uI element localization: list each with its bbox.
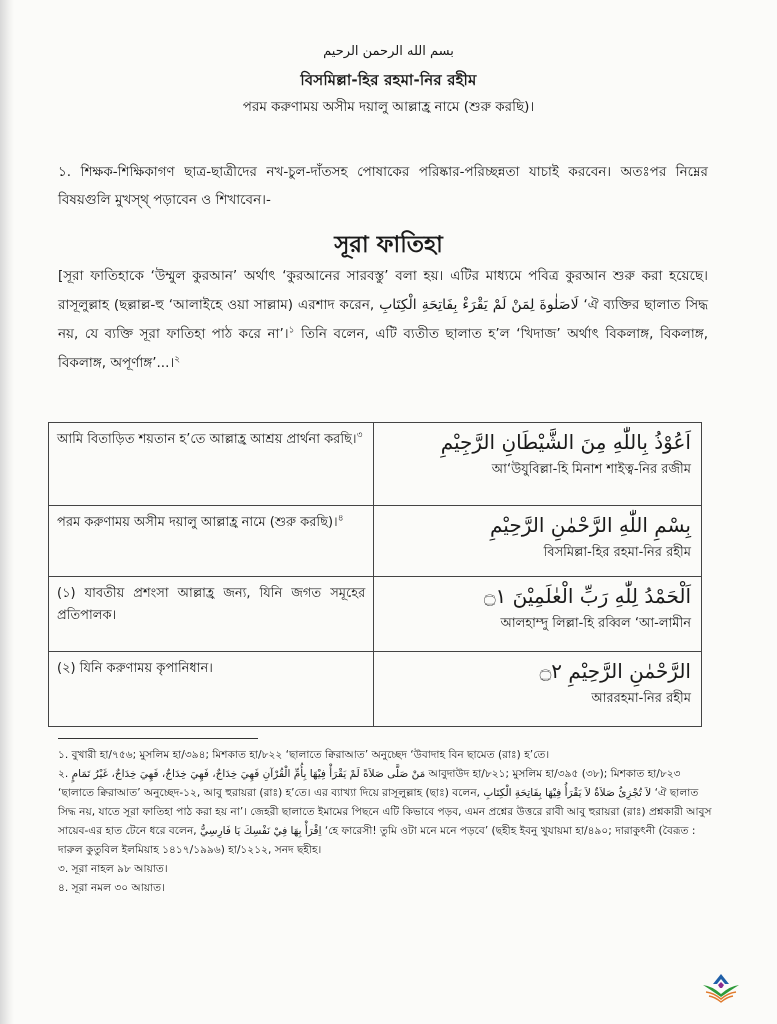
- verse-arabic: بِسْمِ اللّٰهِ الرَّحْمٰنِ الرَّحِيْمِ: [489, 513, 691, 537]
- bismillah-bangla: বিসমিল্লা-হির রহমা-নির রহীম: [300, 71, 477, 89]
- bismillah-arabic: بسم الله الرحمن الرحيم: [323, 44, 454, 59]
- verse-arabic-cell: [374, 652, 702, 727]
- verse-meaning-cell: [49, 423, 374, 506]
- verse-arabic: اَلْحَمْدُ لِلّٰهِ رَبِّ الْعٰلَمِيْنَ ۝١: [483, 584, 691, 608]
- footnote-2-text-3: ‘হে ফারেসী! তুমি ওটা মনে মনে পড়বে’ (ছহীহ ইবনু খুযায়মা হা/৪৯০; দারাকুৎনী (বৈরূত : দারুল কুতুবিল ইলমিয়াহ ১৪১৭/১৯৯৬) হা/১২১২, সনদ ছহীহ।: [58, 825, 696, 856]
- footnote-ref-4[interactable]: ৪: [337, 513, 344, 524]
- verse-arabic: اَعُوْذُ بِاللّٰهِ مِنَ الشَّيْطَانِ الرَّجِيْمِ: [440, 430, 691, 454]
- verse-row: [49, 506, 702, 577]
- footnote-ref-3[interactable]: ৩: [356, 430, 363, 441]
- footnote-2-arabic-3: اِقْرَأْ بِهَا فِيْ نَفْسِكَ يَا فَارِسِيُّ: [200, 825, 322, 837]
- verse-transliteration: বিসমিল্লা-হির রহমা-নির রহীম: [543, 545, 691, 560]
- footnote-3: ৩. সূরা নাহল ৯৮ আয়াত।: [58, 863, 168, 875]
- sura-intro: [58, 262, 708, 378]
- intro-arabic-hadith: لَاصَلٰوةَ لِمَنْ لَمْ يَقْرَءْ بِفَاتِحَةِ الْكِتَابِ: [379, 297, 579, 313]
- verse-arabic-cell: [374, 506, 702, 577]
- verse-row: [49, 577, 702, 652]
- instruction-number: ১.: [58, 164, 72, 180]
- footnote-ref-1[interactable]: ১: [288, 325, 295, 336]
- verse-row: [49, 423, 702, 506]
- footnote-divider: [58, 738, 258, 739]
- intro-text-1: [সূরা ফাতিহাকে ‘উম্মুল কুরআন’ অর্থাৎ ‘কুরআনের সারবস্তু’ বলা হয়। এটির মাধ্যমে পবিত্র কুরআন শুরু করা হয়েছে। রাসূলুল্লাহ (ছল্লাল্ল-হু ‘আলাইহে ওয়া সাল্লাম) এরশাদ করেন,: [58, 268, 708, 313]
- footnote-2: [58, 765, 718, 860]
- verse-meaning-cell: [49, 652, 374, 727]
- verse-meaning: (১) যাবতীয় প্রশংসা আল্লাহ্র জন্য, যিনি জগত সমূহের প্রতিপালক।: [57, 586, 366, 623]
- verse-transliteration: আলহাম্দু লিল্লা-হি রব্বিল ‘আ-লামীন: [500, 616, 691, 631]
- verse-transliteration: আ‘উযুবিল্লা-হি মিনাশ শাইত্ব-নির রজীম: [491, 462, 691, 477]
- footnote-2-text-1: আবুদাউদ হা/৮২১; মুসলিম হা/৩৯৫ (৩৮); মিশকাত হা/৮২৩ ‘ছালাতে ক্বিরাআত’ অনুচ্ছেদ-১২, আবু হুরায়রা (রাঃ) হ’তে। এর ব্যাখ্যা দিয়ে রাসূলুল্লাহ (ছাঃ) বলেন,: [58, 768, 681, 799]
- footnote-2-text-2: ‘ঐ ছালাত সিদ্ধ নয়, যাতে সূরা ফাতিহা পাঠ করা হয় না’। জেহরী ছালাতে ইমামের পিছনে এটি কিভাবে পড়ব, এমন প্রশ্নের উত্তরে রাবী আবু হুরায়রা (রাঃ) প্রশ্নকারী আবুস সায়েব-এর হাত টেনে ধরে বলেন,: [58, 787, 712, 837]
- verse-arabic-cell: [374, 423, 702, 506]
- instruction-text: শিক্ষক-শিক্ষিকাগণ ছাত্র-ছাত্রীদের নখ-চুল-দাঁতসহ পোষাকের পরিষ্কার-পরিচ্ছন্নতা যাচাই করবেন। অতঃপর নিম্নের বিষয়গুলি মুখস্থ্ পড়াবেন ও শিখাবেন।-: [58, 164, 708, 208]
- logo-center: [718, 982, 724, 988]
- verses-table: [48, 422, 702, 727]
- intro-text-3: তিনি বলেন, এটি ব্যতীত ছালাত হ’ল ‘খিদাজ’ অর্থাৎ বিকলাঙ্গ, বিকলাঙ্গ, বিকলাঙ্গ, অপূর্ণাঙ্গ’...।: [58, 326, 708, 371]
- footnote-2-arabic-1: مَنْ صَلَّى صَلاَةً لَمْ يَقْرَأْ فِيْهَا بِأُمِّ الْقُرْآنِ فَهِيَ خِدَاجٌ، فَهِيَ خِدَاجٌ، فَهِيَ خِدَاجٌ، غَيْرُ تَمَامٍ: [71, 768, 426, 780]
- verse-meaning: আমি বিতাড়িত শয়তান হ’তে আল্লাহ্র আশ্রয় প্রার্থনা করছি।: [57, 432, 357, 447]
- footnote-1: ১. বুখারী হা/৭৫৬; মুসলিম হা/৩৯৪; মিশকাত হা/৮২২ ‘ছালাতে ক্বিরাআত’ অনুচ্ছেদ ‘উবাদাহ বিন ছামেত (রাঃ) হ’তে।: [58, 749, 550, 761]
- verse-arabic-cell: [374, 577, 702, 652]
- instruction-paragraph: [58, 158, 708, 214]
- verse-row: [49, 652, 702, 727]
- footnote-2-number: ২.: [58, 768, 69, 780]
- footnotes: [58, 746, 718, 898]
- footnote-2-arabic-2: لاَ تُجْزِئُ صَلاَةٌ لاَ يَقْرَأُ فِيْهَا بِفَاتِحَةِ الْكِتَابِ: [483, 787, 652, 799]
- verse-meaning: পরম করুণাময় অসীম দয়ালু আল্লাহ্র নামে (শুরু করছি)।: [57, 515, 338, 530]
- verse-meaning-cell: [49, 577, 374, 652]
- verse-meaning: (২) যিনি করুণাময় কৃপানিধান।: [57, 661, 213, 676]
- book-logo-icon: [700, 972, 742, 1004]
- footnote-4: ৪. সূরা নমল ৩০ আয়াত।: [58, 882, 165, 894]
- verse-arabic: الرَّحْمٰنِ الرَّحِيْمِ ۝٢: [539, 659, 691, 683]
- bismillah-translation: পরম করুণাময় অসীম দয়ালু আল্লাহ্র নামে (শুরু করছি)।: [242, 99, 535, 115]
- footnote-ref-2[interactable]: ২: [174, 354, 181, 365]
- intro-text-2: ‘ঐ ব্যক্তির ছালাত সিদ্ধ নয়, যে ব্যক্তি সূরা ফাতিহা পাঠ করে না’।: [58, 297, 709, 342]
- sura-title: সূরা ফাতিহা: [334, 232, 443, 258]
- verse-meaning-cell: [49, 506, 374, 577]
- verse-transliteration: আররহমা-নির রহীম: [591, 691, 691, 706]
